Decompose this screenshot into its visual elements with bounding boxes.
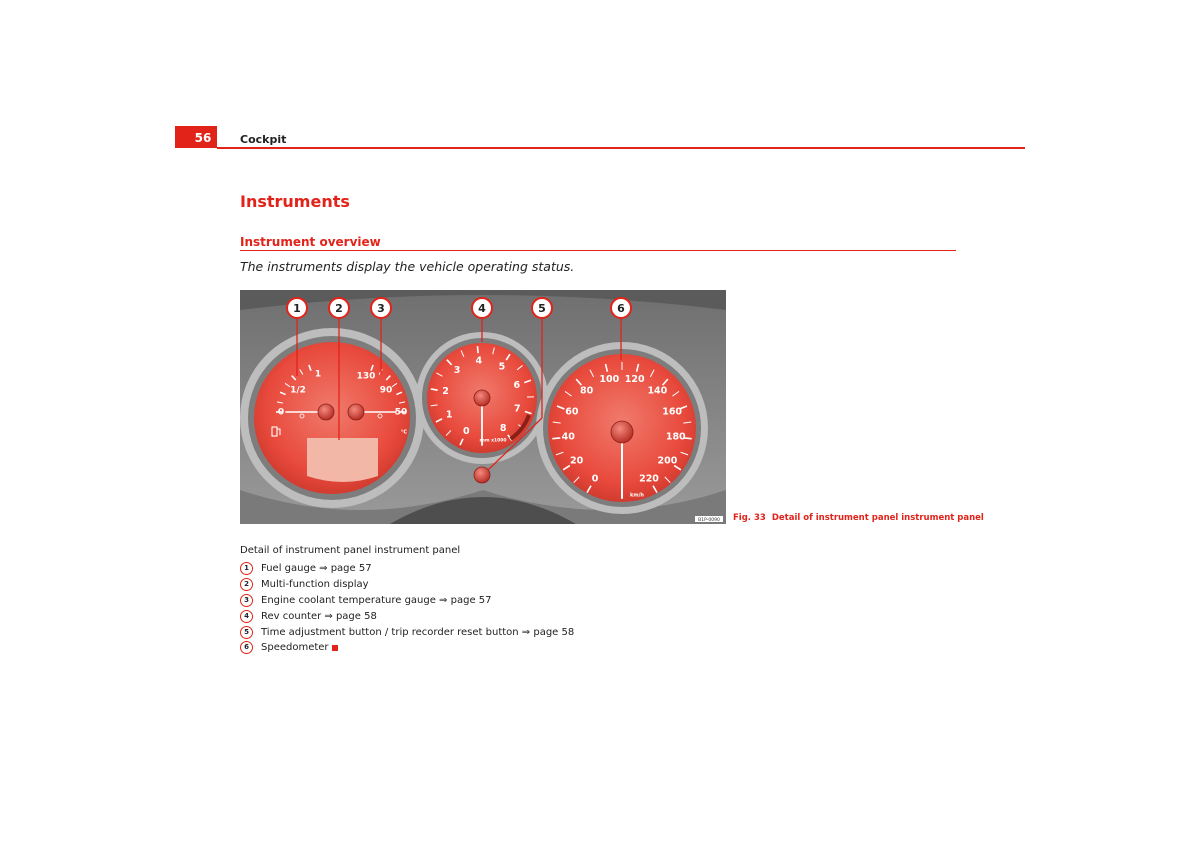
rev-scale-label: 1 [445,409,453,421]
temp-needle-hub [348,404,364,420]
speed-scale-label: 220 [639,473,659,485]
temp-unit-label: °C [400,429,408,436]
figure-caption [733,513,984,523]
speed-scale-label: 200 [657,455,678,467]
rev-unit-label: rpm x1000 [479,438,507,444]
callout-number: 2 [335,302,343,315]
speed-scale-label: 120 [624,374,645,386]
speed-unit-label: km/h [630,492,644,499]
section-title: Cockpit [240,133,287,146]
multi-function-display [307,438,378,482]
rev-scale-label: 2 [442,386,449,398]
rev-scale-label: 0 [463,426,470,438]
speed-scale-label: 40 [561,431,575,443]
fuel-needle-hub [318,404,334,420]
legend-text: Multi-function display [261,579,369,591]
speed-scale-label: 180 [665,431,686,443]
intro-text: The instruments display the vehicle operating status. [240,259,575,274]
callout-number: 1 [293,302,301,315]
legend-item [240,624,574,640]
header-rule [217,147,1025,149]
end-mark-icon [332,645,338,651]
legend-item [240,561,574,577]
legend-list [240,561,574,656]
legend-text: Fuel gauge ⇒ page 57 [261,563,372,575]
temp-scale-label: 90 [379,385,393,396]
sub-heading: Instrument overview [240,235,381,249]
legend-item [240,577,574,593]
speed-scale-label: 160 [662,406,683,418]
speed-tick [552,438,560,439]
rev-scale-label: 6 [513,379,521,391]
speed-scale-label: 60 [565,406,579,418]
legend-item [240,640,574,656]
callout-number: 5 [538,302,546,315]
speed-scale-label: 0 [591,473,599,485]
figure-label: Fig. 33 [733,513,766,523]
speed-scale-label: 80 [580,385,594,397]
callout-number: 6 [617,302,625,315]
speed-scale-label: 20 [569,455,584,467]
figure-description: Detail of instrument panel instrument panel [240,545,461,556]
rev-scale-label: 4 [475,355,483,367]
legend-number: 3 [240,594,253,607]
speed-scale-label: 140 [647,385,668,397]
figure-code: B1P-0090 [698,518,720,523]
rev-scale-label: 8 [499,422,507,434]
page-heading: Instruments [240,192,350,211]
callout-number: 3 [377,302,385,315]
rev-tick [477,346,478,353]
rev-scale-label: 5 [498,361,506,373]
legend-item [240,593,574,609]
subheading-rule [240,250,956,251]
callout-number: 4 [478,302,486,315]
speed-needle-hub [611,421,633,443]
temp-scale-label: 50 [394,407,408,418]
fuel-scale-label: 1/2 [290,385,306,396]
legend-number: 2 [240,578,253,591]
legend-item [240,608,574,624]
page-number: 56 [175,126,217,148]
legend-number: 4 [240,610,253,623]
legend-number: 5 [240,626,253,639]
legend-text: Engine coolant temperature gauge ⇒ page 57 [261,594,492,606]
fuel-scale-label: 0 [277,407,285,418]
legend-number: 1 [240,562,253,575]
instrument-panel-figure [240,290,726,524]
rev-needle-hub [474,390,490,406]
legend-text: Time adjustment button / trip recorder reset button ⇒ page 58 [261,626,575,638]
fuel-scale-label: 1 [314,369,322,380]
rev-scale-label: 7 [513,403,521,415]
legend-text: Rev counter ⇒ page 58 [261,610,377,622]
speed-scale-label: 100 [599,374,620,386]
figure-caption-text: Detail of instrument panel instrument panel [771,513,984,523]
legend-number: 6 [240,641,253,654]
temp-scale-label: 130 [356,371,376,382]
legend-text: Speedometer [261,642,329,654]
time-adjust-button[interactable] [474,467,490,483]
rev-scale-label: 3 [453,365,461,377]
